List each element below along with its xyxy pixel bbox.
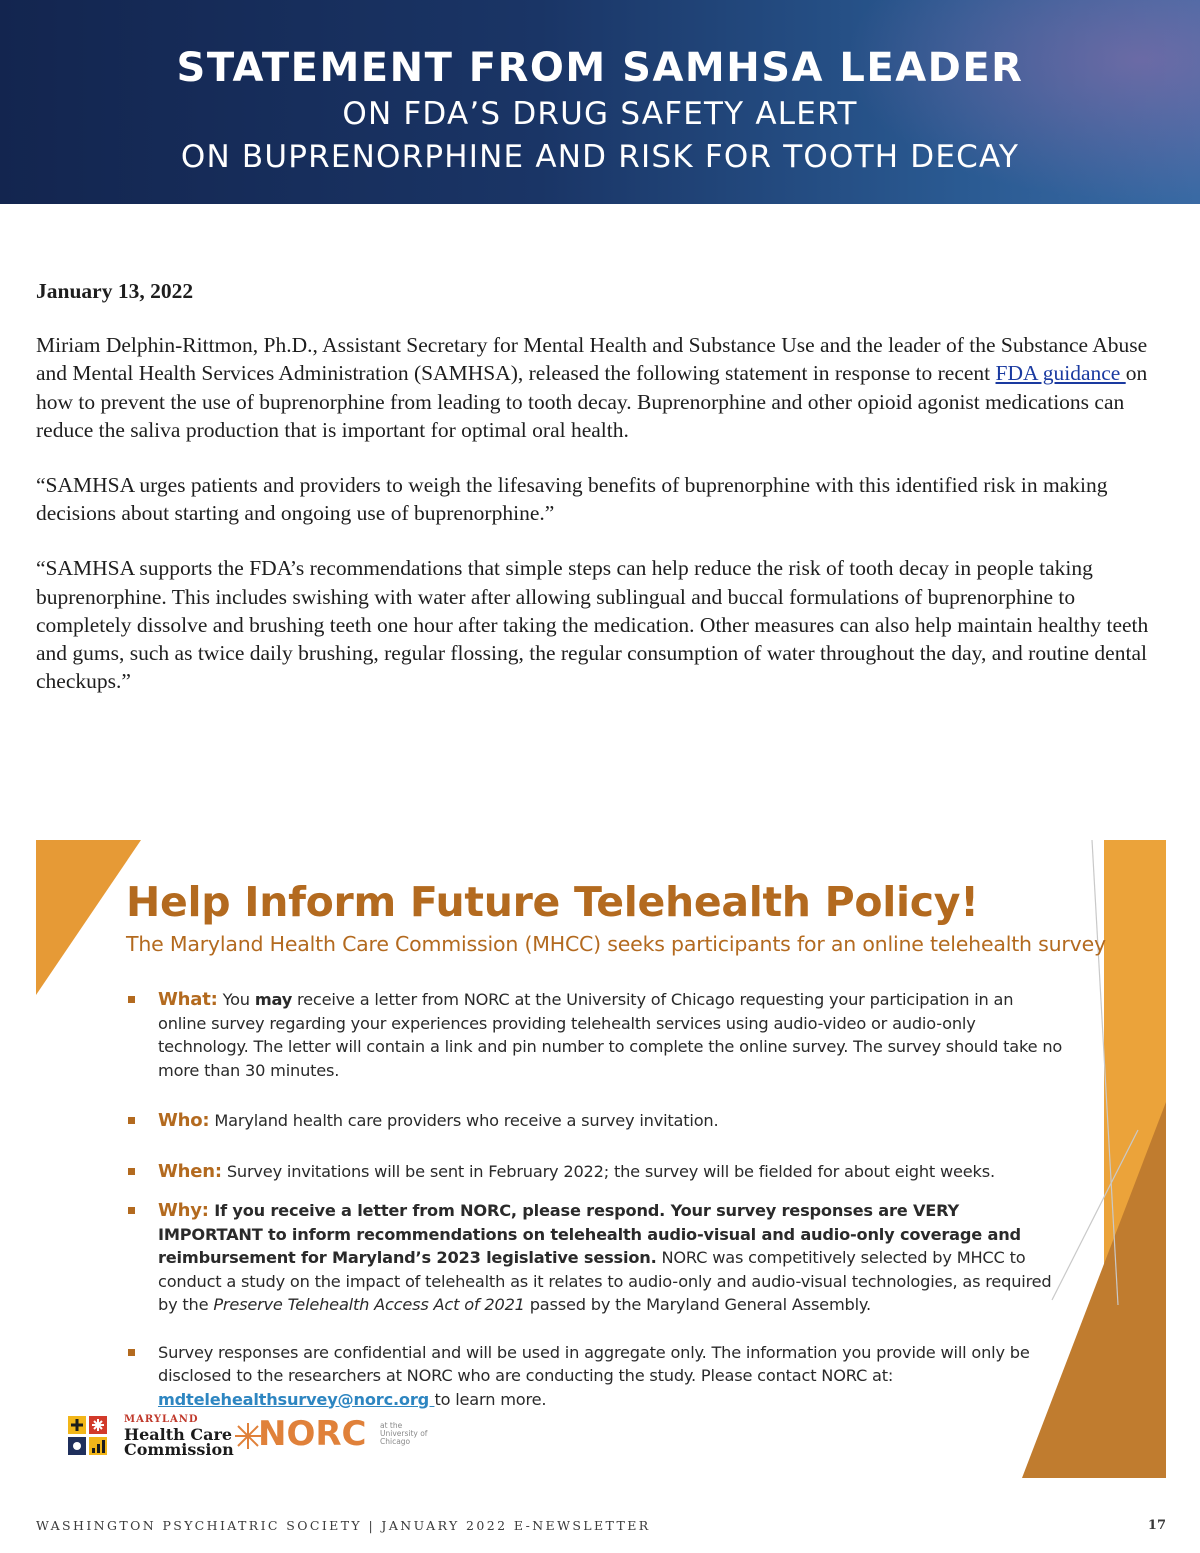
flyer-subtitle: The Maryland Health Care Commission (MHCC) seeks participants for an online telehealth survey xyxy=(126,932,1106,956)
article-date: January 13, 2022 xyxy=(36,279,194,303)
norc-tagline-line2: University of xyxy=(380,1429,428,1438)
what-label: What: xyxy=(158,989,218,1010)
norc-tagline-line1: at the xyxy=(380,1421,403,1430)
norc-logo-text: NORC xyxy=(258,1414,367,1454)
bullet-marker xyxy=(128,1168,135,1175)
norc-logo-tagline xyxy=(380,1422,427,1446)
flyer-bullet-list xyxy=(128,988,1063,1411)
telehealth-flyer xyxy=(0,840,1200,1490)
page-footer: WASHINGTON PSYCHIATRIC SOCIETY | JANUARY 2022 E-NEWSLETTER xyxy=(36,1518,651,1533)
header-banner xyxy=(0,0,1200,204)
why-label: Why: xyxy=(158,1200,209,1221)
bullet-confidential xyxy=(128,1341,1063,1412)
mhcc-logo-line3: Commission xyxy=(124,1440,234,1459)
p1-text-after: on how to prevent the use of buprenorphine from leading to tooth decay. Buprenorphine and other opioid agonist medications can reduce the saliva production that is important for optimal oral health. xyxy=(36,361,1148,442)
why-text-1: NORC was competitively selected by MHCC to conduct a study on the impact of telehealth as it relates to audio-only and audio-visual technologies, as required by the xyxy=(158,1248,1052,1314)
when-label: When: xyxy=(158,1160,222,1182)
mhcc-logo-text xyxy=(124,1412,234,1457)
why-bold-text: If you receive a letter from NORC, please respond. Your survey responses are VERY IMPORTANT to inform recommendations on telehealth audio-visual and audio-only coverage and reimbursement for Maryland’s 2023 legislative session. xyxy=(158,1201,1021,1267)
bullet-what xyxy=(128,988,1063,1082)
note-text: Survey responses are confidential and will be used in aggregate only. The information you provide will only be disclosed to the researchers at NORC who are conducting the study. Please contact NORC at: xyxy=(158,1342,1030,1385)
bullet-marker xyxy=(128,996,135,1003)
what-text-1: You xyxy=(217,990,255,1009)
mhcc-logo-line2: Health Care xyxy=(124,1425,233,1444)
who-text: Maryland health care providers who receive a survey invitation. xyxy=(209,1111,719,1130)
banner-subtitle-line2: ON BUPRENORPHINE AND RISK FOR TOOTH DECAY xyxy=(180,139,1020,175)
article-quote-1: “SAMHSA urges patients and providers to weigh the lifesaving benefits of buprenorphine with this identified risk in making decisions about starting and ongoing use of buprenorphine.” xyxy=(36,473,1108,526)
bullet-marker xyxy=(128,1117,135,1124)
act-name: Preserve Telehealth Access Act of 2021 xyxy=(213,1295,525,1314)
mhcc-logo-line1: MARYLAND xyxy=(124,1414,199,1425)
page-number: 17 xyxy=(1147,1518,1166,1533)
p1-text-before: Miriam Delphin-Rittmon, Ph.D., Assistant Secretary for Mental Health and Substance Use and the leader of the Substance Abuse and Mental Health Services Administration (SAMHSA), released the following statement in response to recent xyxy=(36,333,1148,386)
bullet-marker xyxy=(128,1207,135,1214)
flyer-title: Help Inform Future Telehealth Policy! xyxy=(126,878,979,926)
article-paragraph-1 xyxy=(36,331,1166,444)
logo-row xyxy=(68,1412,468,1462)
norc-email-link[interactable]: mdtelehealthsurvey@norc.org xyxy=(158,1389,435,1409)
who-label: Who: xyxy=(158,1110,210,1131)
why-text-2: passed by the Maryland General Assembly. xyxy=(524,1295,871,1314)
mhcc-logo-icon xyxy=(68,1416,108,1456)
bullet-marker xyxy=(128,1349,135,1356)
bullet-why xyxy=(128,1199,1063,1317)
bullet-when xyxy=(128,1160,1063,1184)
banner-title: STATEMENT FROM SAMHSA LEADER xyxy=(176,45,1024,91)
bullet-who xyxy=(128,1109,1063,1133)
norc-tagline-line3: Chicago xyxy=(380,1437,411,1446)
when-text: Survey invitations will be sent in February 2022; the survey will be fielded for about eight weeks. xyxy=(221,1161,995,1181)
article-body xyxy=(36,277,1166,722)
article-quote-2: “SAMHSA supports the FDA’s recommendations that simple steps can help reduce the risk of tooth decay in people taking buprenorphine. This includes swishing with water after allowing sublingual and buccal formulations of buprenorphine to completely dissolve and brushing teeth one hour after taking the medication. Other measures can also help maintain healthy teeth and gums, such as twice daily brushing, regular flossing, the regular consumption of water throughout the day, and routine dental checkups.” xyxy=(36,556,1149,694)
note-after: to learn more. xyxy=(434,1389,547,1409)
fda-guidance-link[interactable]: FDA guidance xyxy=(995,361,1126,386)
what-emphasis: may xyxy=(254,990,293,1009)
banner-subtitle-line1: ON FDA’S DRUG SAFETY ALERT xyxy=(342,96,858,132)
what-text-2: receive a letter from NORC at the University of Chicago requesting your participation in an online survey regarding your experiences providing telehealth services using audio-video or audio-only technology. The letter will contain a link and pin number to complete the online survey. The survey should take no more than 30 minutes. xyxy=(158,990,1063,1080)
